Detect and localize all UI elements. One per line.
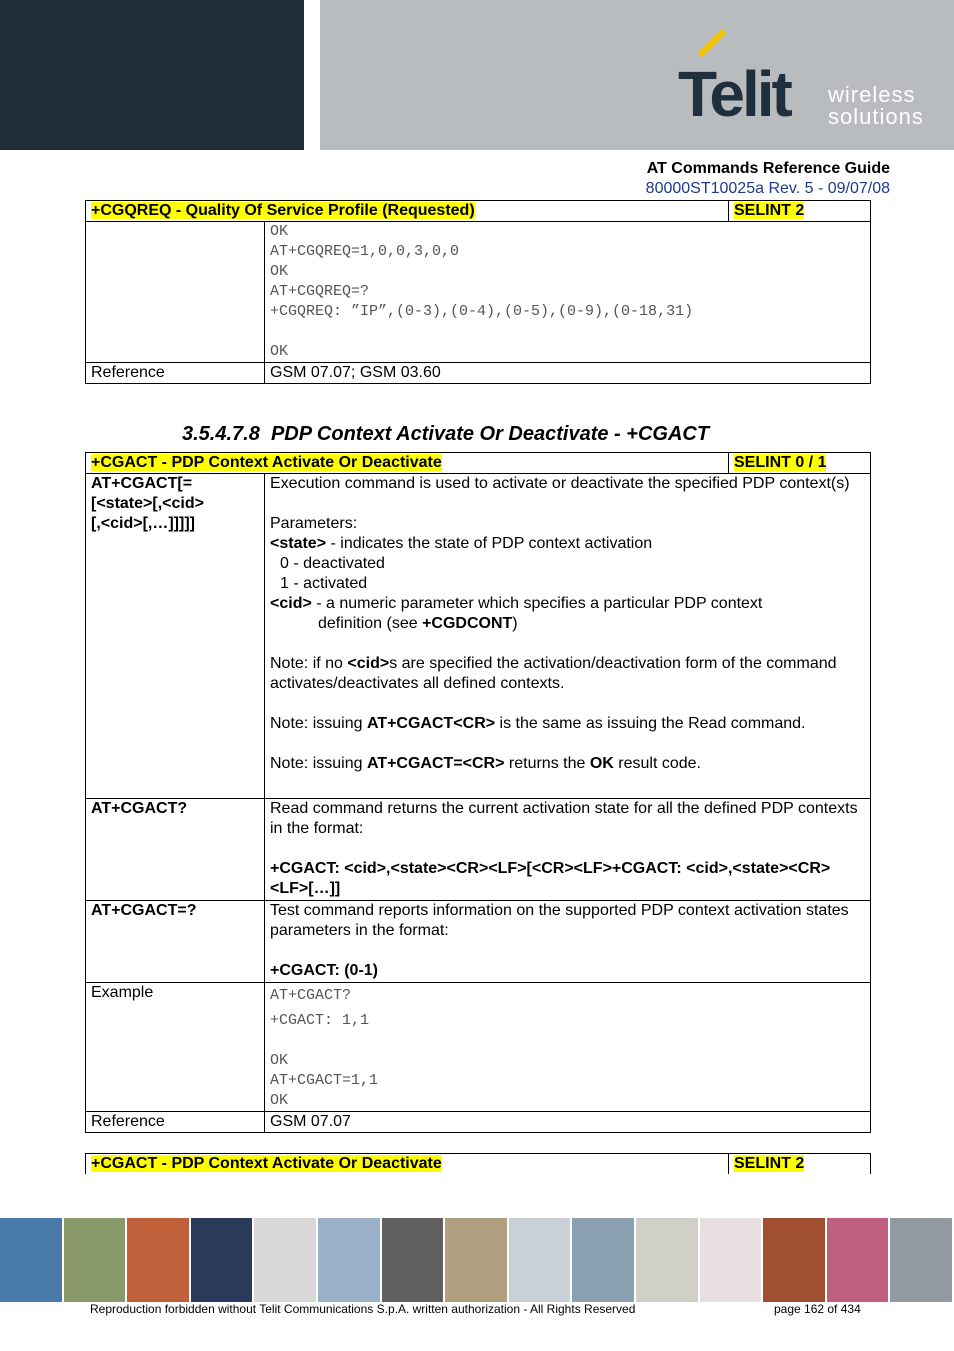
guide-title: AT Commands Reference Guide — [646, 160, 890, 177]
code-line: OK — [270, 263, 289, 280]
strip-tile — [890, 1218, 954, 1302]
code-line: OK — [270, 1092, 289, 1109]
strip-tile — [127, 1218, 191, 1302]
page-number: page 162 of 434 — [774, 1302, 861, 1316]
test-description: Test command reports information on the supported PDP context activation states parameters in the format: — [270, 902, 849, 939]
cgact2-title-cell — [86, 1154, 729, 1175]
strip-tile — [636, 1218, 700, 1302]
state-value: 1 - activated — [280, 575, 368, 592]
strip-tile — [572, 1218, 636, 1302]
reference-value: GSM 07.07; GSM 03.60 — [265, 363, 871, 384]
note-2: Note: issuing AT+CGACT<CR> is the same as issuing the Read command. — [270, 715, 806, 732]
code-line: AT+CGACT=1,1 — [270, 1072, 379, 1089]
set-description-cell — [265, 474, 871, 799]
test-command: AT+CGACT=? — [86, 901, 265, 983]
strip-tile — [445, 1218, 509, 1302]
cgact2-selint: SELINT 2 — [734, 1155, 805, 1172]
logo-tagline: wireless solutions — [828, 82, 924, 129]
reference-label: Reference — [86, 363, 265, 384]
code-line: +CGACT: 1,1 — [270, 1012, 370, 1029]
strip-tile — [318, 1218, 382, 1302]
strip-tile — [64, 1218, 128, 1302]
cgqreq-empty-cell — [86, 222, 265, 363]
strip-tile — [382, 1218, 446, 1302]
cgqreq-selint-cell — [729, 201, 871, 222]
cgqreq-code-cell — [265, 222, 871, 363]
header-dark-panel — [0, 0, 304, 150]
code-line: OK — [270, 343, 289, 360]
cgqreq-title: +CGQREQ - Quality Of Service Profile (Requested) — [91, 202, 475, 219]
cgact-selint-cell — [729, 453, 871, 474]
strip-tile — [763, 1218, 827, 1302]
cgact-table — [85, 452, 871, 1133]
note-1: Note: if no <cid>s are specified the activation/deactivation form of the command activates/deactivates all defined contexts. — [270, 655, 837, 692]
cgact2-selint-cell — [729, 1154, 871, 1175]
footer-image-strip — [0, 1218, 954, 1302]
cgact2-title: +CGACT - PDP Context Activate Or Deactivate — [91, 1155, 442, 1172]
strip-tile — [191, 1218, 255, 1302]
cgact-title: +CGACT - PDP Context Activate Or Deactivate — [91, 454, 442, 471]
cgact-title-cell — [86, 453, 729, 474]
test-description-cell — [265, 901, 871, 983]
copyright-notice: Reproduction forbidden without Telit Communications S.p.A. written authorization - All Rights Reserved — [90, 1302, 636, 1316]
test-format: +CGACT: (0-1) — [270, 962, 379, 979]
cgqreq-title-cell — [86, 201, 729, 222]
param-cid-cont: definition (see +CGDCONT) — [318, 615, 518, 632]
reference-value: GSM 07.07 — [265, 1112, 871, 1133]
set-description: Execution command is used to activate or deactivate the specified PDP context(s) — [270, 475, 850, 492]
read-format: +CGACT: <cid>,<state><CR><LF>[<CR><LF>+CGACT: <cid>,<state><CR><LF>[…]] — [270, 860, 831, 897]
reference-label: Reference — [86, 1112, 265, 1133]
code-line: OK — [270, 1052, 289, 1069]
code-line: AT+CGQREQ=? — [270, 283, 370, 300]
read-description: Read command returns the current activation state for all the defined PDP contexts in the format: — [270, 800, 858, 837]
code-line: +CGQREQ: ”IP”,(0-3),(0-4),(0-5),(0-9),(0-18,31) — [270, 303, 694, 320]
set-command: AT+CGACT[= [<state>[,<cid> [,<cid>[,…]]]]] — [86, 474, 265, 799]
code-line — [270, 1031, 865, 1051]
section-title: PDP Context Activate Or Deactivate - +CGACT — [270, 423, 710, 445]
guide-revision: 80000ST10025a Rev. 5 - 09/07/08 — [645, 180, 890, 197]
cgact-selint: SELINT 0 / 1 — [734, 454, 827, 471]
state-value: 0 - deactivated — [280, 555, 385, 572]
code-line — [270, 322, 865, 342]
code-line: OK — [270, 223, 289, 240]
document-title — [646, 159, 890, 199]
strip-tile — [509, 1218, 573, 1302]
code-line: AT+CGACT? — [270, 987, 352, 1004]
telit-logo — [678, 48, 928, 133]
cgact-selint2-table — [85, 1153, 871, 1174]
cgqreq-table — [85, 200, 871, 384]
strip-tile — [0, 1218, 64, 1302]
params-label: Parameters: — [270, 515, 358, 532]
logo-text: Telit — [678, 58, 790, 130]
code-line: AT+CGQREQ=1,0,0,3,0,0 — [270, 243, 460, 260]
note-3: Note: issuing AT+CGACT=<CR> returns the OK result code. — [270, 755, 701, 772]
read-description-cell — [265, 799, 871, 901]
example-label: Example — [86, 983, 265, 1112]
section-heading — [182, 423, 709, 446]
strip-tile — [827, 1218, 891, 1302]
example-code-cell — [265, 983, 871, 1112]
param-cid: <cid> - a numeric parameter which specifies a particular PDP context — [270, 595, 763, 612]
cgqreq-selint: SELINT 2 — [734, 202, 805, 219]
read-command: AT+CGACT? — [86, 799, 265, 901]
param-state: <state> - indicates the state of PDP context activation — [270, 535, 653, 552]
strip-tile — [700, 1218, 764, 1302]
section-number: 3.5.4.7.8 — [182, 423, 260, 445]
strip-tile — [254, 1218, 318, 1302]
